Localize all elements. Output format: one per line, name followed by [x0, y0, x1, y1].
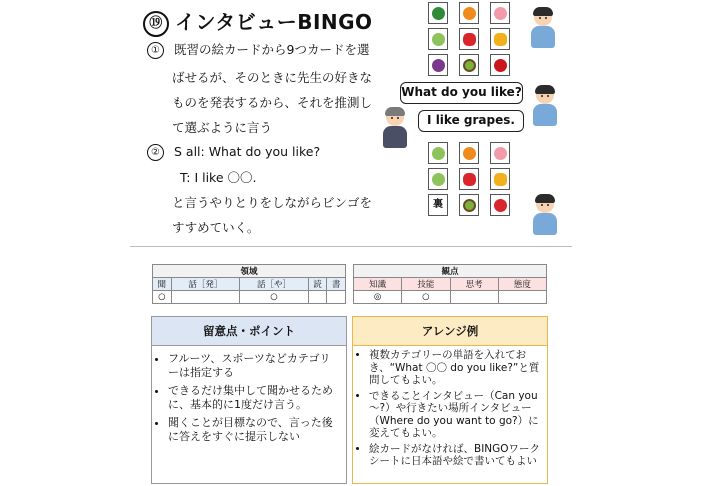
card-grapes: [428, 54, 448, 76]
speech-bubble-teacher: I like grapes.: [418, 110, 524, 132]
points-item: • 聞くことが目標なので、言った後に答えをすぐに提示しない: [168, 416, 340, 444]
step-1-line-2: ばせるが、そのときに先生の好きな: [172, 70, 373, 85]
points-box: [151, 316, 347, 484]
domain-val-listen: ○: [153, 291, 172, 304]
domain-val-write: [327, 291, 346, 304]
card-peach: [490, 2, 510, 24]
step-2-line-2: T: I like 〇〇.: [180, 170, 257, 185]
viewpoint-table: [353, 264, 547, 304]
step-1-line-4: て選ぶように言う: [172, 120, 273, 135]
arrange-box: [352, 316, 548, 484]
step-2-line-4: すすめていく。: [172, 220, 260, 235]
student-bottom-icon: [532, 195, 558, 237]
points-item: • フルーツ、スポーツなどカテゴリーは指定する: [168, 352, 340, 380]
view-val-skill: ○: [402, 291, 450, 304]
card-melon-3: [428, 168, 448, 190]
title-text: インタビューBINGO: [175, 10, 373, 34]
points-item: • できるだけ集中して聞かせるために、基本的に1度だけ言う。: [168, 384, 340, 412]
step-2-line-3: と言うやりとりをしながらビンゴを: [172, 195, 373, 210]
domain-col-listen: 聞: [153, 278, 172, 291]
domain-col-write: 書: [327, 278, 346, 291]
step-2-mark: ②: [147, 144, 164, 161]
view-val-knowledge: ◎: [354, 291, 402, 304]
card-melon-2: [428, 142, 448, 164]
step-2: [147, 140, 320, 164]
step-1: [147, 38, 369, 62]
domain-val-read: [308, 291, 327, 304]
points-list: [152, 346, 346, 444]
section-divider: [130, 246, 572, 247]
view-col-attitude: 態度: [498, 278, 546, 291]
view-val-thinking: [450, 291, 498, 304]
step-2-line-1: S all: What do you like?: [174, 144, 321, 159]
domain-val-speak-interact: ○: [240, 291, 309, 304]
arrange-item: • 絵カードがなければ、BINGOワークシートに日本語や絵で書いてもよい: [369, 443, 541, 468]
domain-table: [152, 264, 346, 304]
card-back-label: 裏: [433, 199, 443, 210]
card-back: [428, 194, 448, 216]
step-1-line-1: 既習の絵カードから9つカードを選: [174, 42, 370, 57]
view-col-thinking: 思考: [450, 278, 498, 291]
arrange-list: [353, 346, 547, 468]
domain-table-header: 領域: [153, 265, 346, 278]
card-orange: [459, 2, 479, 24]
card-strawberry: [459, 28, 479, 50]
card-peach-2: [490, 142, 510, 164]
speech-bubble-student: What do you like?: [400, 82, 523, 104]
view-val-attitude: [498, 291, 546, 304]
domain-col-read: 読: [308, 278, 327, 291]
card-strawberry-2: [459, 168, 479, 190]
card-orange-2: [459, 142, 479, 164]
student-middle-icon: [532, 86, 558, 128]
card-apple: [490, 194, 510, 216]
domain-col-speak-interact: 話［や］: [240, 278, 309, 291]
arrange-item: • 複数カテゴリーの単語を入れておき、“What 〇〇 do you like?”と質問してもよい。: [369, 349, 541, 387]
teacher-icon: [382, 108, 408, 150]
card-kiwi-2: [459, 194, 479, 216]
card-pineapple: [490, 28, 510, 50]
step-1-mark: ①: [147, 42, 164, 59]
student-top-icon: [530, 8, 556, 50]
step-1-line-3: ものを発表するから、それを推測し: [172, 95, 373, 110]
points-title: 留意点・ポイント: [152, 317, 346, 346]
card-watermelon: [428, 2, 448, 24]
view-col-skill: 技能: [402, 278, 450, 291]
card-kiwi: [459, 54, 479, 76]
arrange-title: アレンジ例: [353, 317, 547, 346]
card-melon: [428, 28, 448, 50]
domain-col-speak-present: 話［発］: [171, 278, 240, 291]
view-col-knowledge: 知識: [354, 278, 402, 291]
card-cherry: [490, 54, 510, 76]
card-pineapple-2: [490, 168, 510, 190]
arrange-item: • できることインタビュー（Can you～?）や行きたい場所インタビュー（Where do you want to go?）に変えてもよい。: [369, 390, 541, 440]
viewpoint-table-header: 観点: [354, 265, 547, 278]
lesson-number: ⑲: [143, 11, 169, 37]
page-title: [143, 6, 373, 37]
domain-val-speak-present: [171, 291, 240, 304]
